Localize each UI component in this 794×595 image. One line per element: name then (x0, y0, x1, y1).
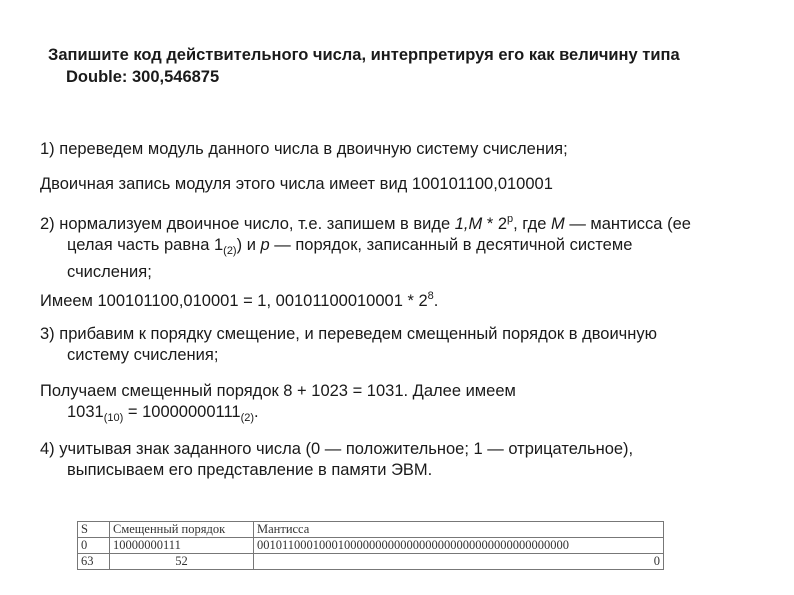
normalized-text: Имеем 100101100,010001 = 1, $00101100010001 * 2^8$. (40, 290, 439, 310)
table-value-row (78, 538, 664, 554)
result-text: Получаем смещенный порядок 8 + 1023 = 1031. Далее имеем $1031_{(10)} = 10000000111_{(2)}$. (40, 382, 516, 424)
table-header-row (78, 522, 664, 538)
header-exponent: Смещенный порядок (110, 522, 254, 538)
step1-text: 1) переведем модуль данного числа в двоичную систему счисления; (40, 140, 568, 158)
task-title-line1: Запишите код действительного числа, интерпретируя его как величину типа (48, 46, 680, 64)
table-index-row (78, 554, 664, 570)
header-sign: S (78, 522, 110, 538)
index-mantissa: 0 (254, 554, 664, 570)
binary-record-text: Двоичная запись модуля этого числа имеет вид 100101100,010001 (40, 175, 553, 193)
memory-representation-table (77, 521, 664, 570)
step4-text: 4) учитывая знак заданного числа (0 — положительное; 1 — отрицательное), выписываем его представление в памяти ЭВМ. (40, 440, 634, 479)
index-exponent: 52 (110, 554, 254, 570)
step2-text: 2) нормализуем двоичное число, т.е. запишем в виде 1,M * 2$^p$, где M — мантисса (ее целая часть равна $1_{(2)}$) и p — порядок, записанный в десятичной системе счисления; (40, 213, 691, 281)
task-title (48, 44, 768, 88)
header-mantissa: Мантисса (254, 522, 664, 538)
value-sign: 0 (78, 538, 110, 554)
value-mantissa: 00101100010001000000000000000000000000000000000000 (254, 538, 664, 554)
step3-text: 3) прибавим к порядку смещение, и переведем смещенный порядок в двоичную систему счисления; (40, 325, 658, 364)
value-exponent: 10000000111 (110, 538, 254, 554)
index-sign: 63 (78, 554, 110, 570)
task-title-line2: Double: 300,546875 (66, 68, 220, 86)
